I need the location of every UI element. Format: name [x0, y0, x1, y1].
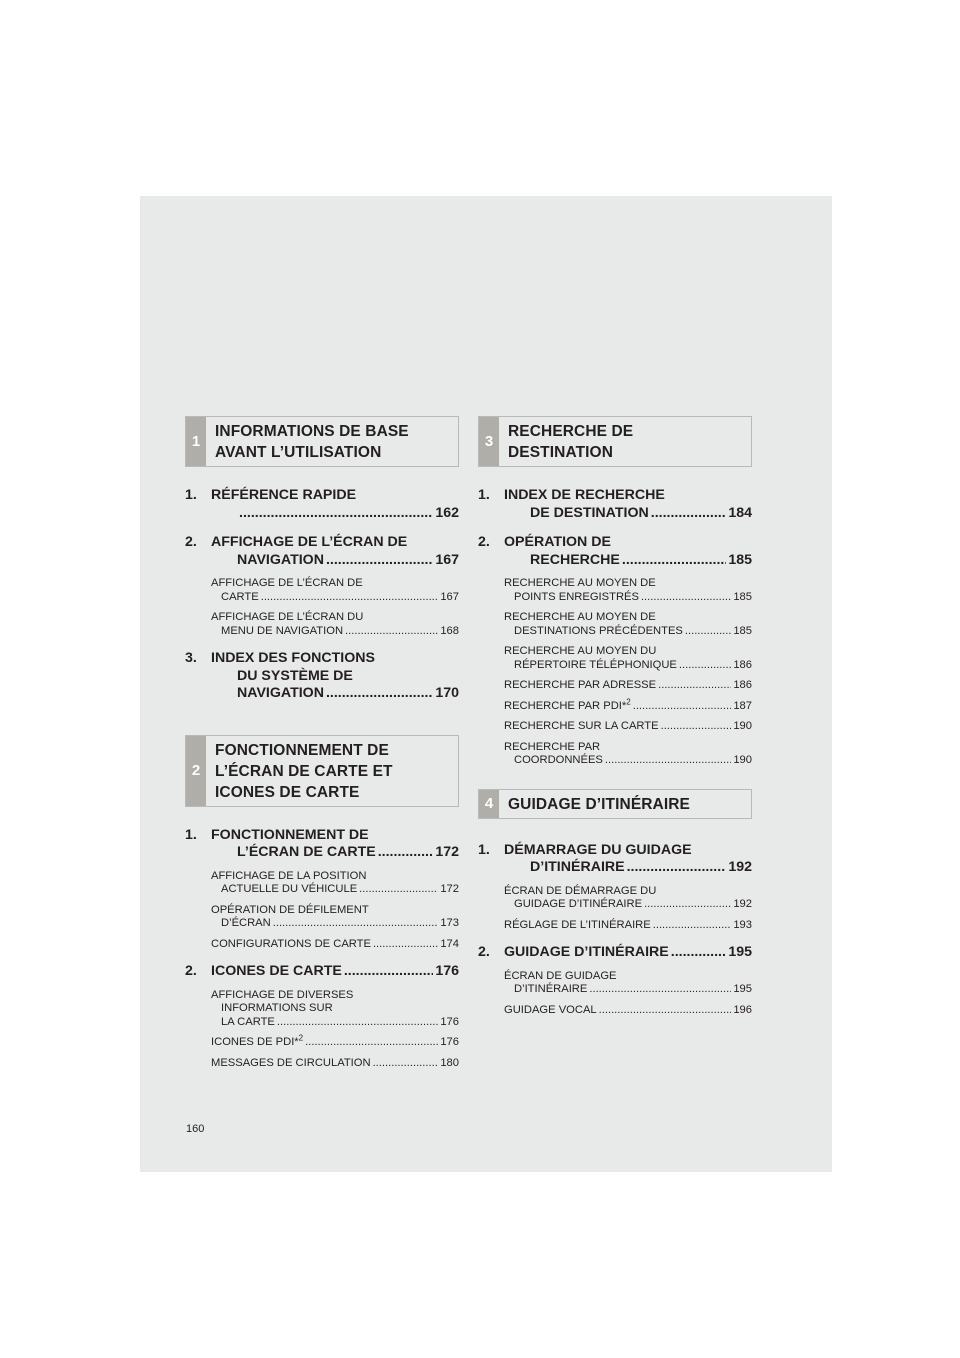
toc-subentry-row [211, 917, 459, 931]
toc-subentry-row [211, 1016, 459, 1030]
toc-subentry [211, 1033, 459, 1050]
toc-subentry-page: 193 [733, 918, 752, 931]
toc-subentry-title-line: ÉCRAN DE DÉMARRAGE DU [504, 884, 657, 897]
toc-entry-title-line: INDEX DES FONCTIONS [211, 650, 375, 666]
leader-dots [261, 591, 439, 605]
toc-subentry [504, 1004, 752, 1018]
toc-entry [185, 963, 459, 981]
section-number-badge: 1 [186, 417, 206, 466]
toc-subentry-row [211, 625, 459, 639]
leader-dots [658, 679, 731, 693]
leader-dots [277, 1016, 438, 1030]
toc-subentry-title: ICONES DE PDI*$^2$ [211, 1033, 304, 1048]
leader-dots [359, 883, 438, 897]
toc-subentry-title: RECHERCHE SUR LA CARTE [504, 720, 659, 732]
toc-subentry-title: CONFIGURATIONS DE CARTE [211, 937, 371, 950]
page-number: 160 [186, 1123, 205, 1135]
toc-subentry-title: MENU DE NAVIGATION [221, 624, 344, 637]
toc-subentry [211, 577, 459, 604]
toc-entry-title: DE DESTINATION [530, 504, 649, 521]
toc-subentry-row [504, 679, 752, 693]
toc-entry-title-line: INDEX DE RECHERCHE [504, 487, 665, 503]
toc-subentry-page: 173 [440, 917, 459, 929]
toc-subentry-row [504, 591, 752, 605]
toc-entry-page: 167 [435, 551, 459, 568]
footnote-marker: 2 [626, 696, 631, 706]
leader-dots [605, 754, 731, 768]
toc-subentry-title-line: AFFICHAGE DE L’ÉCRAN DU [211, 611, 364, 623]
toc-entry-page: 192 [728, 859, 752, 875]
toc-subentry-title-line: AFFICHAGE DE LA POSITION [211, 869, 367, 882]
toc-entry [185, 534, 459, 569]
toc-subentry-page: 176 [440, 1036, 459, 1048]
toc-subentry [504, 720, 752, 734]
toc-subentry [504, 919, 752, 933]
toc-subentry-title: POINTS ENREGISTRÉS [514, 590, 639, 603]
toc-subentry-title-line: AFFICHAGE DE L’ÉCRAN DE [211, 577, 363, 589]
toc-entry-title: NAVIGATION [237, 551, 324, 568]
toc-entry-number: 3. [185, 650, 197, 666]
leader-dots [345, 625, 438, 639]
toc-subentry [211, 904, 459, 931]
toc-subentry-title: RECHERCHE PAR PDI*$^2$ [504, 696, 631, 712]
leader-dots [305, 1036, 438, 1050]
toc-subentry-page: 185 [733, 624, 752, 637]
toc-subentry-page: 195 [733, 983, 752, 995]
toc-subentry-row [211, 938, 459, 952]
toc-subentry [211, 870, 459, 897]
toc-entry-title-line: DÉMARRAGE DU GUIDAGE [504, 841, 692, 858]
toc-entry-number: 1. [185, 487, 197, 503]
toc-subentry-row [211, 1057, 459, 1071]
toc-subentry-title: RÉPERTOIRE TÉLÉPHONIQUE [514, 658, 677, 671]
toc-entry [478, 944, 752, 962]
toc-entry-row [504, 944, 752, 962]
toc-entry-title-line: FONCTIONNEMENT DE [211, 826, 369, 843]
leader-dots [653, 919, 732, 933]
toc-subentry-page: 190 [733, 754, 752, 766]
toc-subentry-title: COORDONNÉES [514, 754, 603, 766]
leader-dots [378, 844, 434, 862]
toc-subentry [504, 679, 752, 693]
toc-subentry-title: GUIDAGE D’ITINÉRAIRE [514, 898, 643, 910]
toc-subentry-row [504, 659, 752, 673]
toc-subentry-title-line: RECHERCHE PAR [504, 740, 601, 753]
toc-entry-number: 1. [478, 841, 490, 858]
toc-subentry [504, 696, 752, 714]
leader-dots [326, 685, 433, 703]
toc-subentry-page: 174 [440, 937, 459, 950]
toc-subentry-row [211, 591, 459, 605]
leader-dots [373, 1057, 439, 1071]
toc-subentry-title: LA CARTE [221, 1015, 275, 1028]
section-number-badge: 3 [479, 417, 499, 466]
section-header [478, 416, 752, 467]
leader-dots [671, 944, 727, 962]
toc-subentry-page: 172 [440, 883, 459, 895]
toc-entry-title-line: RÉFÉRENCE RAPIDE [211, 487, 357, 503]
leader-dots [627, 859, 727, 877]
toc-entry-row [211, 844, 459, 862]
toc-subentry-title-line: RECHERCHE AU MOYEN DU [504, 645, 657, 657]
toc-subentry-title: RÉGLAGE DE L’ITINÉRAIRE [504, 918, 651, 931]
toc-subentry-row [504, 720, 752, 734]
toc-entry-number: 2. [185, 963, 197, 979]
leader-dots [685, 625, 731, 639]
toc-entry-row [211, 552, 459, 570]
leader-dots [622, 552, 726, 570]
toc-subentry [211, 1057, 459, 1071]
toc-subentry-page: 190 [733, 720, 752, 732]
section-number-badge: 2 [186, 736, 206, 806]
toc-subentry [504, 577, 752, 604]
toc-subentry-row [211, 883, 459, 897]
toc-entry-row [504, 505, 752, 523]
toc-subentry-row [504, 983, 752, 997]
toc-entry-number: 1. [185, 826, 197, 843]
toc-section-4 [478, 789, 752, 1018]
toc-column-left [185, 416, 459, 1070]
leader-dots [633, 700, 732, 714]
section-title: FONCTIONNEMENT DE L’ÉCRAN DE CARTE ET ICONES DE CARTE [215, 741, 393, 801]
toc-entry-page: 195 [728, 944, 752, 960]
section-title: RECHERCHE DE DESTINATION [508, 423, 634, 461]
toc-subentry [504, 645, 752, 672]
leader-dots [679, 659, 731, 673]
toc-entry-title: ICONES DE CARTE [211, 963, 342, 979]
toc-subentry-page: 185 [733, 590, 752, 603]
toc-subentry-title: D’ÉCRAN [221, 917, 271, 929]
toc-subentry-title-line: ÉCRAN DE GUIDAGE [504, 969, 617, 982]
toc-entry-title-line: OPÉRATION DE [504, 534, 611, 550]
leader-dots [661, 720, 732, 734]
toc-entry-title: RECHERCHE [530, 551, 620, 568]
leader-dots [273, 917, 439, 931]
toc-entry [185, 827, 459, 862]
toc-subentry-page: 186 [733, 658, 752, 671]
toc-subentry-title-line: RECHERCHE AU MOYEN DE [504, 611, 656, 623]
toc-subentry-page: 168 [440, 624, 459, 637]
toc-entry-page: 176 [435, 963, 459, 979]
toc-entry [185, 487, 459, 522]
toc-subentry-page: 196 [733, 1003, 752, 1016]
toc-subentry [504, 970, 752, 997]
toc-subentry-title: RECHERCHE PAR ADRESSE [504, 679, 657, 691]
toc-entry-row [211, 505, 459, 523]
leader-dots [589, 983, 731, 997]
toc-subentry-page: 176 [440, 1015, 459, 1028]
toc-subentry-title: DESTINATIONS PRÉCÉDENTES [514, 624, 683, 637]
section-title: INFORMATIONS DE BASE AVANT L’UTILISATION [215, 423, 409, 461]
toc-entry-row [211, 685, 459, 703]
toc-subentry [504, 611, 752, 638]
toc-subentry-page: 186 [733, 679, 752, 691]
toc-entry-row [504, 859, 752, 877]
toc-entry-number: 2. [478, 944, 490, 960]
toc-entry-row [504, 552, 752, 570]
toc-subentry-row [504, 696, 752, 714]
toc-subentry-title: ACTUELLE DU VÉHICULE [221, 883, 358, 895]
toc-subentry-title: D’ITINÉRAIRE [514, 983, 588, 995]
toc-subentry-title-line: INFORMATIONS SUR [221, 1002, 333, 1014]
leader-dots [641, 591, 731, 605]
leader-dots [651, 505, 727, 523]
toc-entry-title-line: AFFICHAGE DE L’ÉCRAN DE [211, 534, 408, 550]
toc-entry-number: 2. [478, 534, 490, 550]
toc-subentry [504, 885, 752, 912]
toc-entry [478, 487, 752, 522]
toc-entry [185, 650, 459, 703]
toc-entry [478, 534, 752, 569]
toc-entry-title-line: DU SYSTÈME DE [237, 667, 353, 684]
toc-subentry-title-line: RECHERCHE AU MOYEN DE [504, 577, 656, 589]
toc-entry-title: NAVIGATION [237, 685, 324, 701]
toc-entry-row [211, 963, 459, 981]
toc-subentry-row [211, 1033, 459, 1050]
section-header [478, 789, 752, 819]
toc-entry-page: 170 [435, 685, 459, 701]
toc-entry-number: 1. [478, 487, 490, 503]
toc-subentry-row [504, 754, 752, 768]
leader-dots [326, 552, 433, 570]
toc-subentry-row [504, 625, 752, 639]
toc-column-right [478, 416, 752, 1017]
toc-entry-number: 2. [185, 534, 197, 550]
toc-subentry-title-line: AFFICHAGE DE DIVERSES [211, 988, 354, 1001]
toc-entry-title: D’ITINÉRAIRE [530, 859, 625, 875]
toc-section-3 [478, 416, 752, 768]
toc-subentry [211, 611, 459, 638]
leader-dots [373, 938, 438, 952]
leader-dots [344, 963, 433, 981]
toc-subentry-title: MESSAGES DE CIRCULATION [211, 1056, 371, 1069]
toc-subentry-row [504, 898, 752, 912]
toc-section-1 [185, 416, 459, 703]
toc-entry [478, 842, 752, 877]
footnote-marker: 2 [298, 1033, 304, 1043]
toc-entry-page: 185 [728, 551, 752, 568]
toc-subentry-page: 187 [733, 699, 752, 712]
toc-entry-title: GUIDAGE D’ITINÉRAIRE [504, 944, 669, 960]
section-header [185, 735, 459, 807]
toc-subentry [211, 989, 459, 1030]
toc-subentry-title: CARTE [221, 590, 259, 603]
section-number-badge: 4 [479, 790, 499, 818]
toc-subentry-page: 192 [733, 898, 752, 910]
toc-subentry [211, 938, 459, 952]
leader-dots [239, 505, 433, 523]
toc-entry-page: 162 [435, 504, 459, 521]
toc-subentry-page: 167 [440, 590, 459, 603]
leader-dots [644, 898, 731, 912]
toc-entry-page: 172 [435, 844, 459, 860]
section-title: GUIDAGE D’ITINÉRAIRE [508, 795, 690, 813]
toc-subentry-row [504, 1004, 752, 1018]
toc-subentry-page: 180 [440, 1056, 459, 1069]
toc-subentry-title-line: OPÉRATION DE DÉFILEMENT [211, 903, 369, 916]
toc-section-2 [185, 735, 459, 1071]
toc-subentry-row [504, 919, 752, 933]
toc-entry-page: 184 [728, 504, 752, 521]
toc-subentry [504, 741, 752, 768]
section-header [185, 416, 459, 467]
leader-dots [599, 1004, 732, 1018]
toc-subentry-title: GUIDAGE VOCAL [504, 1003, 597, 1016]
toc-entry-title: L’ÉCRAN DE CARTE [237, 844, 376, 860]
